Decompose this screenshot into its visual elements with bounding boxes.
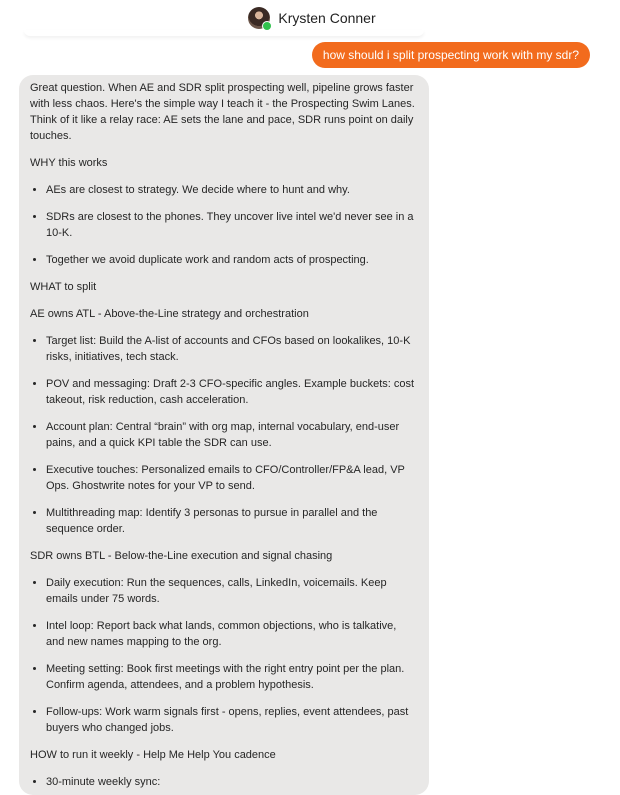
contact-name: Krysten Conner bbox=[278, 10, 376, 26]
ae-heading: AE owns ATL - Above-the-Line strategy and orchestration bbox=[30, 308, 309, 320]
list-item: • POV and messaging: Draft 2-3 CFO-specific angles. Example buckets: cost takeout, risk reduction, cash acceleration. bbox=[46, 376, 417, 408]
list-item: • Daily execution: Run the sequences, calls, LinkedIn, voicemails. Keep emails under 75 words. bbox=[46, 575, 417, 607]
sdr-list bbox=[30, 575, 417, 736]
avatar[interactable] bbox=[248, 7, 270, 29]
user-message-text: how should i split prospecting work with my sdr? bbox=[322, 48, 579, 62]
intro-paragraph: Great question. When AE and SDR split prospecting well, pipeline grows faster with less chaos. Here's the simple way I teach it - the Prospecting Swim Lanes. Think of it like a relay race: AE sets the lane and pace, SDR runs point on daily touches. bbox=[30, 82, 415, 142]
how-list bbox=[30, 774, 417, 790]
why-list bbox=[30, 182, 417, 268]
contact-info[interactable] bbox=[248, 7, 375, 29]
ae-list bbox=[30, 333, 417, 537]
list-item: • Multithreading map: Identify 3 personas to pursue in parallel and the sequence order. bbox=[46, 505, 417, 537]
list-item: • Follow-ups: Work warm signals first - opens, replies, event attendees, past buyers who changed jobs. bbox=[46, 704, 417, 736]
header-divider bbox=[24, 30, 424, 36]
list-item: • AEs are closest to strategy. We decide where to hunt and why. bbox=[46, 182, 417, 198]
list-item: • SDRs are closest to the phones. They uncover live intel we'd never see in a 10-K. bbox=[46, 209, 417, 241]
user-message-bubble bbox=[312, 42, 590, 68]
list-item: • Intel loop: Report back what lands, common objections, who is talkative, and new names mapping to the org. bbox=[46, 618, 417, 650]
sdr-heading: SDR owns BTL - Below-the-Line execution and signal chasing bbox=[30, 550, 333, 562]
list-item: • Together we avoid duplicate work and random acts of prospecting. bbox=[46, 252, 417, 268]
what-heading: WHAT to split bbox=[30, 281, 97, 293]
list-item: • Meeting setting: Book first meetings with the right entry point per the plan. Confirm agenda, attendees, and a problem hypothesis. bbox=[46, 661, 417, 693]
list-item: • 30-minute weekly sync: bbox=[46, 774, 417, 790]
list-item: • Target list: Build the A-list of accounts and CFOs based on lookalikes, 10-K risks, initiatives, tech stack. bbox=[46, 333, 417, 365]
list-item: • Account plan: Central “brain” with org map, internal vocabulary, end-user pains, and a quick KPI table the SDR can use. bbox=[46, 419, 417, 451]
why-heading: WHY this works bbox=[30, 157, 108, 169]
list-item: • Executive touches: Personalized emails to CFO/Controller/FP&A lead, VP Ops. Ghostwrite notes for your VP to send. bbox=[46, 462, 417, 494]
assistant-message-bubble bbox=[19, 75, 429, 795]
how-heading: HOW to run it weekly - Help Me Help You cadence bbox=[30, 749, 276, 761]
